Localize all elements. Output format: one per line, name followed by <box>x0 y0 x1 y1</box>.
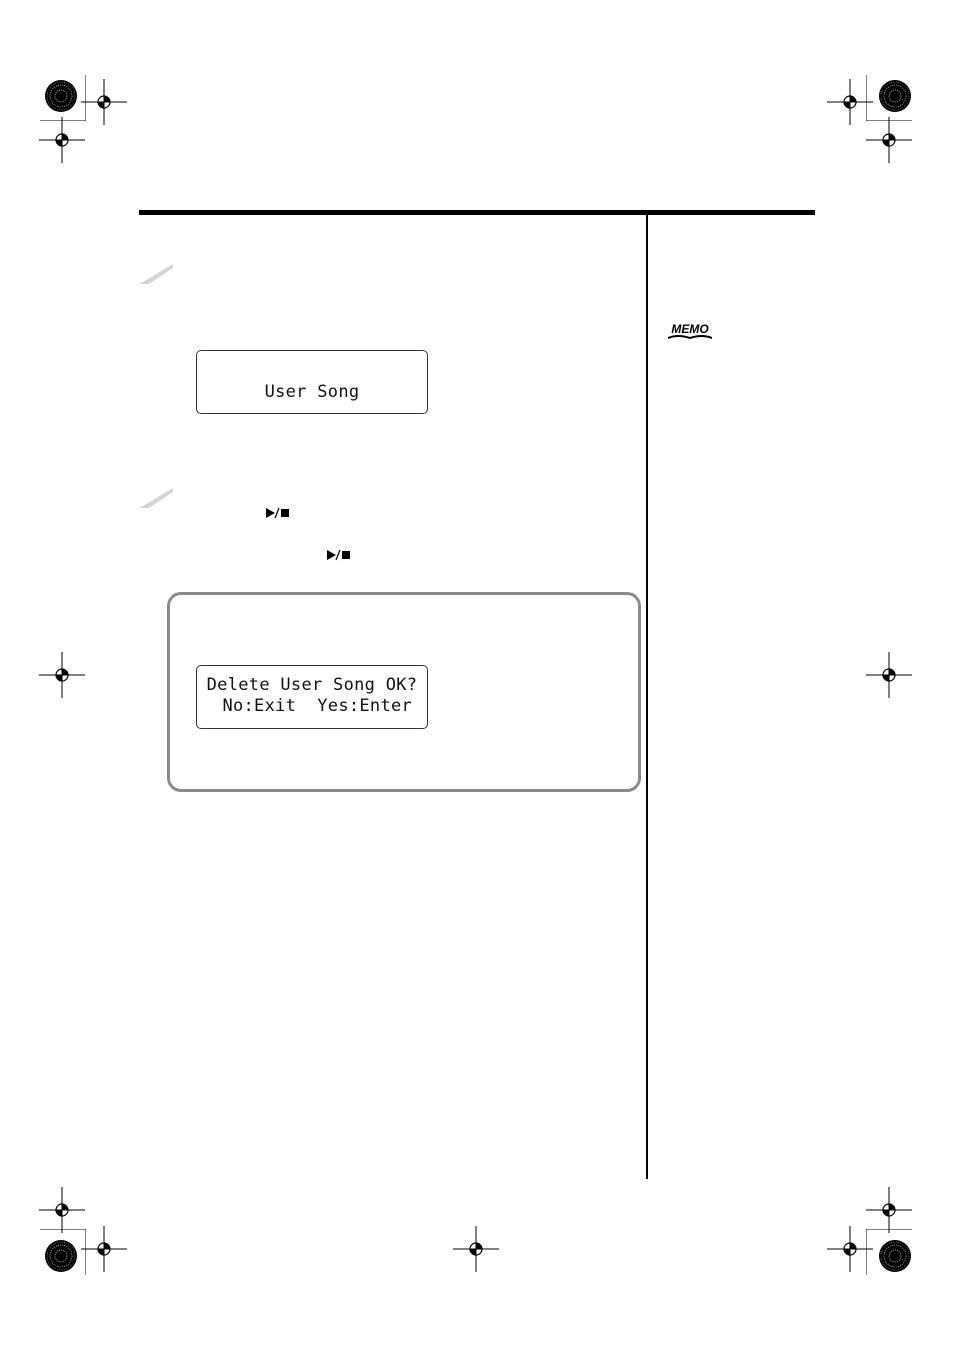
step-marker-1 <box>139 264 173 284</box>
play-stop-icon <box>326 549 352 561</box>
crop-mark <box>40 1229 86 1275</box>
crop-mark <box>40 75 86 121</box>
registration-mark <box>81 1226 127 1272</box>
crop-mark <box>866 75 912 121</box>
registration-mark <box>453 1226 499 1272</box>
registration-mark <box>39 1187 85 1233</box>
registration-mark <box>81 79 127 125</box>
lcd-line-2: No:Exit Yes:Enter <box>211 696 413 716</box>
registration-mark <box>39 117 85 163</box>
lcd-display-user-song <box>196 350 428 414</box>
lcd-line-2: User Song <box>264 382 360 402</box>
lcd-display-delete-confirm <box>196 665 428 729</box>
memo-icon-label: MEMO <box>671 322 709 336</box>
header-rule <box>139 210 815 215</box>
step-marker-2 <box>139 488 173 508</box>
crop-mark <box>866 1229 912 1275</box>
lcd-line-1: Delete User Song OK? <box>206 675 418 695</box>
memo-icon <box>666 319 714 341</box>
play-stop-icon <box>265 507 291 519</box>
registration-mark <box>866 652 912 698</box>
registration-mark <box>39 652 85 698</box>
registration-mark <box>866 117 912 163</box>
sidebar-divider <box>646 215 648 1179</box>
